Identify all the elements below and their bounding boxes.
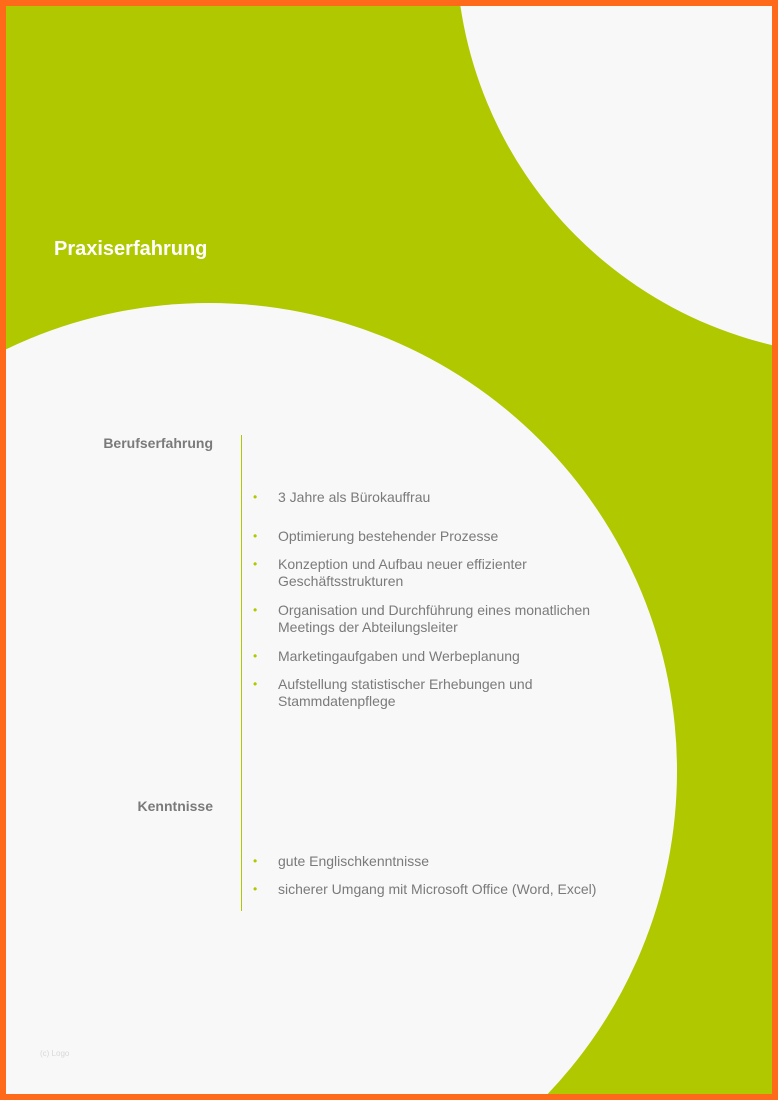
- list-item: • Organisation und Durchführung eines monatlichen Meetings der Abteilungsleiter: [249, 602, 629, 636]
- top-right-circle: [456, 6, 772, 356]
- experience-list: [249, 489, 629, 710]
- list-item: • 3 Jahre als Bürokauffrau: [249, 489, 629, 506]
- list-item: • Optimierung bestehender Prozesse: [249, 528, 629, 545]
- list-item: • Aufstellung statistischer Erhebungen und Stammdatenpflege: [249, 676, 629, 710]
- page-title: Praxiserfahrung: [54, 238, 208, 260]
- section-divider-line: [241, 435, 242, 911]
- skills-list: [249, 853, 629, 898]
- list-item: • sicherer Umgang mit Microsoft Office (Word, Excel): [249, 881, 629, 898]
- section-label-experience: Berufserfahrung: [103, 435, 213, 451]
- list-item: • Marketingaufgaben und Werbeplanung: [249, 648, 629, 665]
- list-item: • gute Englischkenntnisse: [249, 853, 629, 870]
- list-item: • Konzeption und Aufbau neuer effizienter Geschäftsstrukturen: [249, 556, 629, 590]
- section-label-skills: Kenntnisse: [137, 798, 213, 814]
- footer-note: (c) Logo: [40, 1049, 70, 1058]
